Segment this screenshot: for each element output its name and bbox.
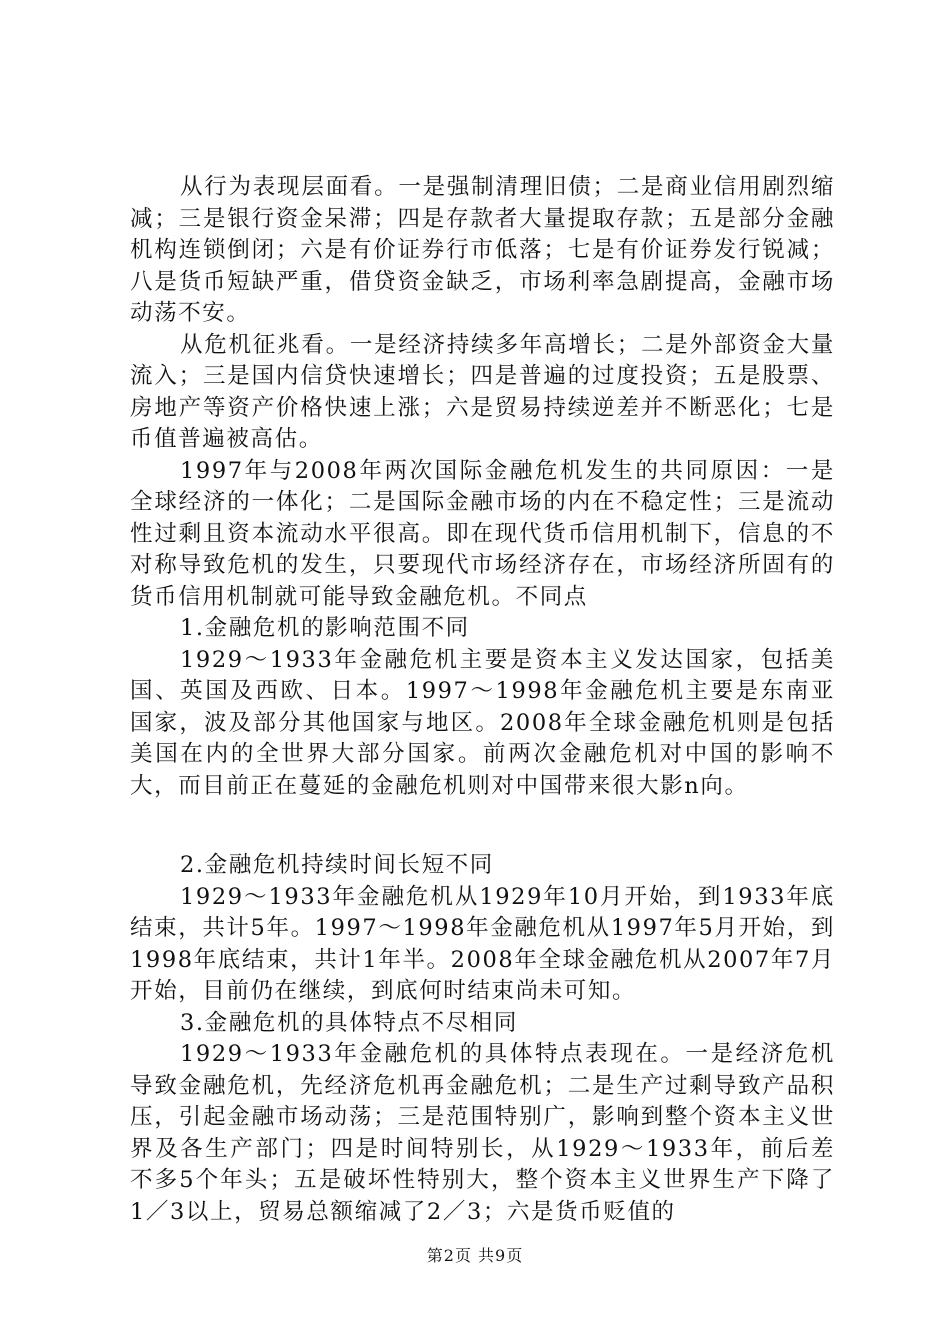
paragraph-common-causes: 1997年与2008年两次国际金融危机发生的共同原因：一是全球经济的一体化；二是国际金融市场的内在不稳定性；三是流动性过剩且资本流动水平很高。即在现代货币信用机制下，信息的不对称导致危机的发生，只要现代市场经济存在，市场经济所固有的货币信用机制就可能导致金融危机。不同点 (130, 457, 835, 610)
page-number-footer: 第2页 共9页 (426, 1246, 524, 1265)
document-body (130, 172, 835, 1228)
paragraph-signs: 从危机征兆看。一是经济持续多年高增长；二是外部资金大量流入；三是国内信贷快速增长；四是普遍的过度投资；五是股票、房地产等资产价格快速上涨；六是贸易持续逆差并不断恶化；七是币值普遍被高估。 (130, 331, 835, 452)
paragraph-behavior: 从行为表现层面看。一是强制清理旧债；二是商业信用剧烈缩减；三是银行资金呆滞；四是存款者大量提取存款；五是部分金融机构连锁倒闭；六是有价证券行市低落；七是有价证券发行锐减；八是货币短缺严重，借贷资金缺乏，市场利率急剧提高，金融市场动荡不安。 (130, 174, 835, 326)
section-heading-scope: 1.金融危机的影响范围不同 (180, 615, 470, 641)
paragraph-duration: 1929～1933年金融危机从1929年10月开始，到1933年底结束，共计5年。1997～1998年金融危机从1997年5月开始，到1998年底结束，共计1年半。2008年全球金融危机从2007年7月开始，目前仍在继续，到底何时结束尚未可知。 (130, 883, 835, 1004)
paragraph-scope: 1929～1933年金融危机主要是资本主义发达国家，包括美国、英国及西欧、日本。1997～1998年金融危机主要是东南亚国家，波及部分其他国家与地区。2008年全球金融危机则是包括美国在内的全世界大部分国家。前两次金融危机对中国的影响不大，而目前正在蔓延的金融危机则对中国带来很大影n向。 (130, 646, 835, 799)
section-heading-features: 3.金融危机的具体特点不尽相同 (180, 1009, 518, 1036)
blank-line (130, 802, 835, 850)
paragraph-features: 1929～1933年金融危机的具体特点表现在。一是经济危机导致金融危机，先经济危机再金融危机；二是生产过剩导致产品积压，引起金融市场动荡；三是范围特别广，影响到整个资本主义世界及各生产部门；四是时间特别长，从1929～1933年，前后差不多5个年头；五是破坏性特别大，整个资本主义世界生产下降了1／3以上，贸易总额缩减了2／3；六是货币贬值的 (130, 1041, 835, 1225)
section-heading-duration: 2.金融危机持续时间长短不同 (180, 852, 494, 878)
